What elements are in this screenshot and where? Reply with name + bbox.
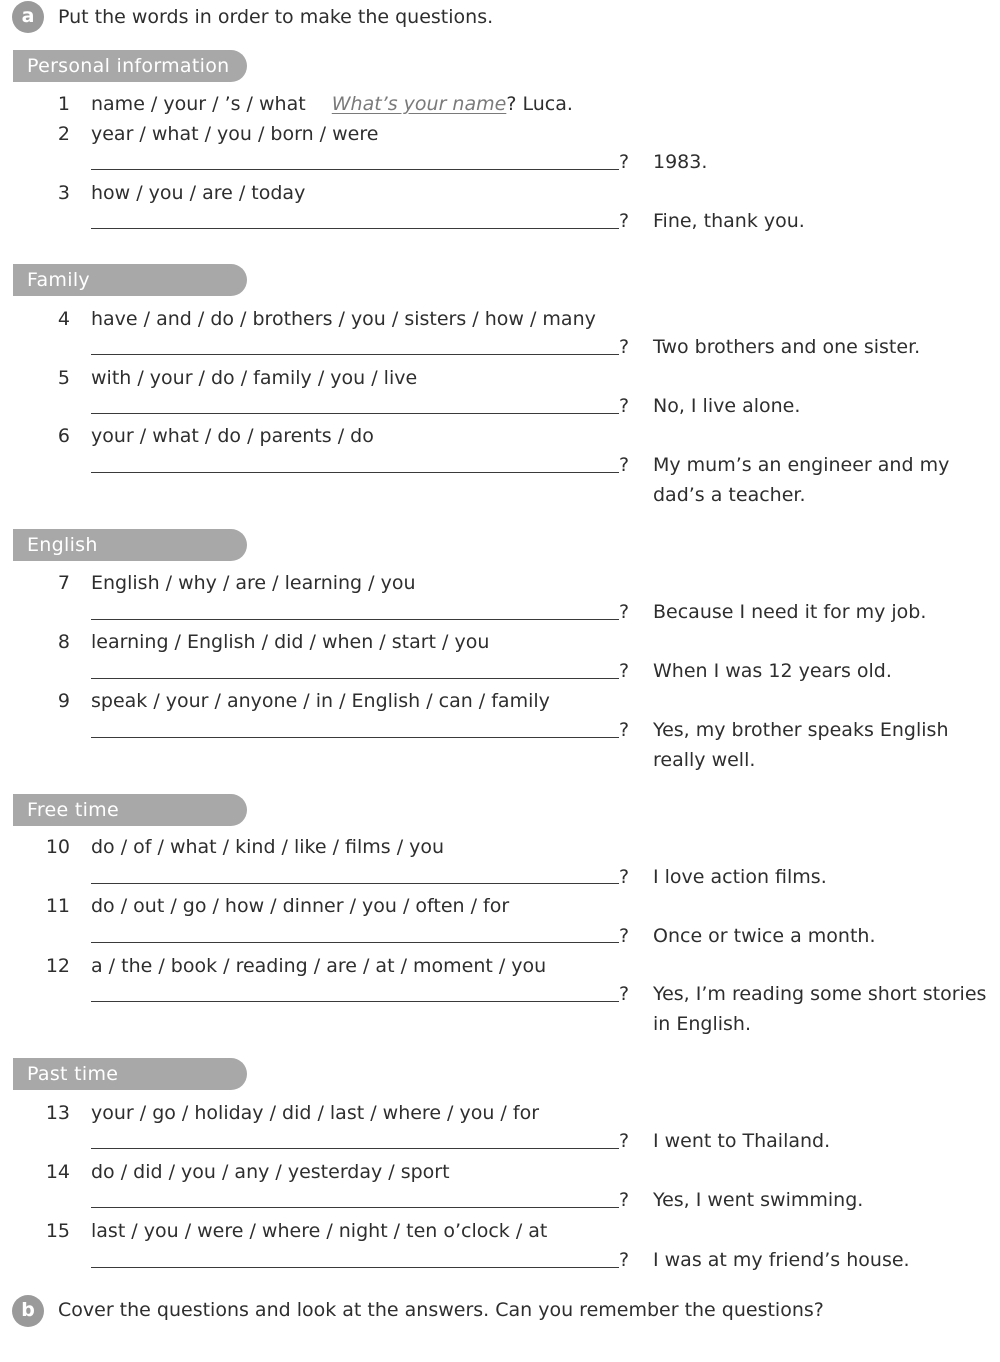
answer-line[interactable] xyxy=(91,678,619,679)
item-number: 5 xyxy=(57,367,70,389)
item-number: 15 xyxy=(45,1220,70,1242)
item-prompt: last / you / were / where / night / ten o’clock / at xyxy=(91,1220,548,1242)
item-answer: No, I live alone. xyxy=(653,395,801,417)
item-prompt: do / of / what / kind / like / films / you xyxy=(91,836,445,858)
section-header-family: Family xyxy=(13,264,247,296)
item-answer: Two brothers and one sister. xyxy=(653,336,921,358)
item-prompt: with / your / do / family / you / live xyxy=(91,367,418,389)
question-mark: ? xyxy=(619,1189,630,1211)
item-number: 3 xyxy=(57,182,70,204)
example-answer: What’s your name xyxy=(331,93,507,115)
item-number: 1 xyxy=(57,93,70,115)
answer-line[interactable] xyxy=(91,942,619,943)
answer-line[interactable] xyxy=(91,1001,619,1002)
section-header-free-time: Free time xyxy=(13,794,247,826)
section-header-past-time: Past time xyxy=(13,1058,247,1090)
example-words: name / your / ’s / what xyxy=(91,93,306,115)
question-mark: ? xyxy=(619,925,630,947)
question-mark: ? xyxy=(619,454,630,476)
answer-line[interactable] xyxy=(91,413,619,414)
item-prompt: how / you / are / today xyxy=(91,182,306,204)
item-answer: When I was 12 years old. xyxy=(653,660,892,682)
section-header-english: English xyxy=(13,529,247,561)
item-number: 11 xyxy=(45,895,70,917)
question-mark: ? xyxy=(619,210,630,232)
item-number: 7 xyxy=(57,572,70,594)
part-b-letter: b xyxy=(21,1299,35,1321)
item-answer: I was at my friend’s house. xyxy=(653,1249,910,1271)
item-answer: 1983. xyxy=(653,151,708,173)
item-prompt: do / did / you / any / yesterday / sport xyxy=(91,1161,450,1183)
item-prompt: your / go / holiday / did / last / where / you / for xyxy=(91,1102,540,1124)
item-answer: Because I need it for my job. xyxy=(653,601,927,623)
item-number: 6 xyxy=(57,425,70,447)
item-number: 10 xyxy=(45,836,70,858)
item-number: 8 xyxy=(57,631,70,653)
item-prompt: speak / your / anyone / in / English / can / family xyxy=(91,690,550,712)
item-prompt: have / and / do / brothers / you / sisters / how / many xyxy=(91,308,596,330)
item-answer: Yes, my brother speaks English really well. xyxy=(653,719,949,771)
answer-line[interactable] xyxy=(91,1207,619,1208)
part-a-badge xyxy=(12,1,44,33)
answer-line[interactable] xyxy=(91,1267,619,1268)
example-prompt xyxy=(91,92,573,116)
answer-line[interactable] xyxy=(91,1148,619,1149)
answer-line[interactable] xyxy=(91,169,619,170)
answer-line[interactable] xyxy=(91,228,619,229)
item-prompt: do / out / go / how / dinner / you / often / for xyxy=(91,895,510,917)
question-mark: ? xyxy=(619,660,630,682)
answer-line[interactable] xyxy=(91,472,619,473)
item-answer: Yes, I’m reading some short stories in English. xyxy=(653,983,987,1035)
item-prompt: English / why / are / learning / you xyxy=(91,572,416,594)
answer-line[interactable] xyxy=(91,883,619,884)
item-number: 9 xyxy=(57,690,70,712)
item-answer: I went to Thailand. xyxy=(653,1130,831,1152)
item-answer: Fine, thank you. xyxy=(653,210,805,232)
item-number: 4 xyxy=(57,308,70,330)
item-prompt: your / what / do / parents / do xyxy=(91,425,374,447)
item-answer: My mum’s an engineer and my dad’s a teacher. xyxy=(653,454,950,506)
question-mark: ? xyxy=(619,336,630,358)
part-b-instruction: Cover the questions and look at the answers. Can you remember the questions? xyxy=(58,1299,824,1321)
answer-line[interactable] xyxy=(91,354,619,355)
question-mark: ? xyxy=(619,601,630,623)
question-mark: ? xyxy=(619,151,630,173)
section-header-personal-information: Personal information xyxy=(13,50,247,82)
item-number: 12 xyxy=(45,955,70,977)
item-prompt: learning / English / did / when / start / you xyxy=(91,631,490,653)
example-qmark: ? xyxy=(506,93,517,115)
item-number: 2 xyxy=(57,123,70,145)
item-number: 14 xyxy=(45,1161,70,1183)
item-answer: Yes, I went swimming. xyxy=(653,1189,864,1211)
part-a-instruction: Put the words in order to make the questions. xyxy=(58,6,494,28)
part-a-letter: a xyxy=(21,5,35,27)
item-number: 13 xyxy=(45,1102,70,1124)
question-mark: ? xyxy=(619,1249,630,1271)
part-b-badge xyxy=(12,1295,44,1327)
question-mark: ? xyxy=(619,395,630,417)
item-prompt: a / the / book / reading / are / at / moment / you xyxy=(91,955,547,977)
question-mark: ? xyxy=(619,719,630,741)
item-prompt: year / what / you / born / were xyxy=(91,123,379,145)
item-answer: I love action films. xyxy=(653,866,827,888)
example-reply: Luca. xyxy=(522,93,573,115)
item-answer: Once or twice a month. xyxy=(653,925,876,947)
question-mark: ? xyxy=(619,866,630,888)
question-mark: ? xyxy=(619,1130,630,1152)
answer-line[interactable] xyxy=(91,619,619,620)
answer-line[interactable] xyxy=(91,737,619,738)
question-mark: ? xyxy=(619,983,630,1005)
